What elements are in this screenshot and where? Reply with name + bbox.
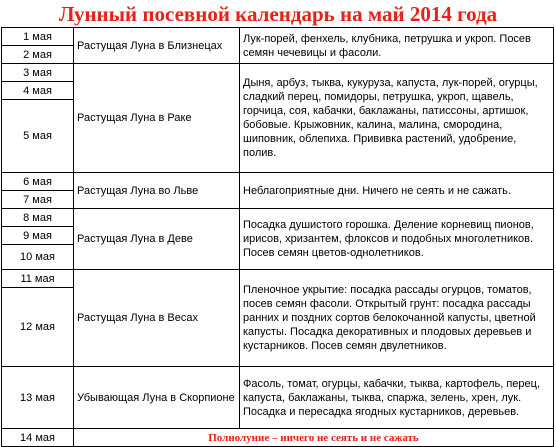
full-moon-note: Полнолуние – ничего не сеять и не сажать: [74, 429, 554, 447]
page-title: Лунный посевной календарь на май 2014 года: [58, 2, 498, 26]
day-cell: 9 мая: [2, 227, 74, 245]
day-cell: 14 мая: [2, 429, 74, 447]
moon-phase-cell: Растущая Луна во Льве: [74, 173, 240, 209]
table-row: [2, 367, 554, 429]
day-cell: 7 мая: [2, 191, 74, 209]
moon-phase-cell: Убывающая Луна в Скорпионе: [74, 367, 240, 429]
recommendation-cell: Лук-порей, фенхель, клубника, петрушка и укроп. Посев семян чечевицы и фасоли.: [240, 28, 554, 64]
table-row: [2, 270, 554, 288]
day-cell: 13 мая: [2, 367, 74, 429]
day-cell: 5 мая: [2, 100, 74, 173]
recommendation-cell: Посадка душистого горошка. Деление корневищ пионов, ирисов, хризантем, флоксов и подобных многолетников. Посев семян цветов-однолетников.: [240, 209, 554, 270]
recommendation-cell: Неблагоприятные дни. Ничего не сеять и не сажать.: [240, 173, 554, 209]
day-cell: 3 мая: [2, 64, 74, 82]
table-row: [2, 64, 554, 82]
table-row: [2, 28, 554, 46]
moon-phase-cell: Растущая Луна в Раке: [74, 64, 240, 173]
calendar-table: [1, 27, 554, 447]
moon-phase-cell: Растущая Луна в Близнецах: [74, 28, 240, 64]
moon-phase-cell: Растущая Луна в Деве: [74, 209, 240, 270]
recommendation-cell: Пленочное укрытие: посадка рассады огурцов, томатов, посев семян фасоли. Открытый грунт: посадка рассады ранних и поздних сортов белокочанной капусты, цветной капусты. Посадка декоративных и плодовых деревьев и кустарников. Посев семян двулетников.: [240, 270, 554, 367]
day-cell: 6 мая: [2, 173, 74, 191]
recommendation-cell: Фасоль, томат, огурцы, кабачки, тыква, картофель, перец, капуста, баклажаны, тыква, спаржа, зелень, хрен, лук. Посадка и пересадка ягодных кустарников, деревьев.: [240, 367, 554, 429]
day-cell: 12 мая: [2, 288, 74, 367]
day-cell: 2 мая: [2, 46, 74, 64]
table-row: [2, 429, 554, 447]
recommendation-cell: Дыня, арбуз, тыква, кукуруза, капуста, лук-порей, огурцы, сладкий перец, помидоры, петрушка, укроп, щавель, горчица, соя, кабачки, баклажаны, патиссоны, артишок, бобовые. Крыжовник, калина, малина, смородина, шиповник, облепиха. Прививка растений, удобрение, полив.: [240, 64, 554, 173]
moon-phase-cell: Растущая Луна в Весах: [74, 270, 240, 367]
table-row: [2, 209, 554, 227]
table-row: [2, 173, 554, 191]
day-cell: 4 мая: [2, 82, 74, 100]
day-cell: 8 мая: [2, 209, 74, 227]
day-cell: 10 мая: [2, 245, 74, 270]
day-cell: 11 мая: [2, 270, 74, 288]
day-cell: 1 мая: [2, 28, 74, 46]
